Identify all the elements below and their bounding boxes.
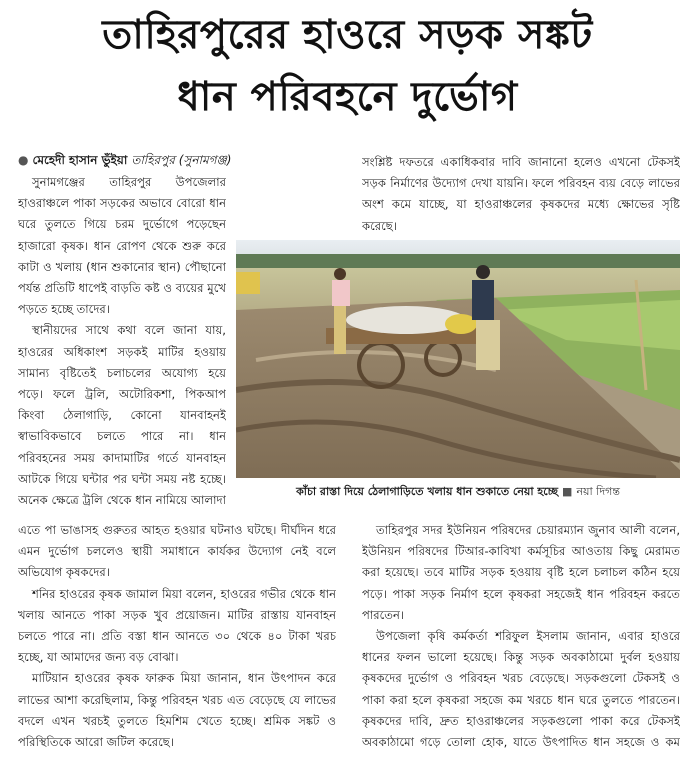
article-paragraph: এতে পা ভাঙাসহ গুরুতর আহত হওয়ার ঘটনাও ঘটছে। দীর্ঘদিন ধরে এমন দুর্ভোগ চললেও স্থায়ী সমাধানে কার্যকর উদ্যোগ নেই বলে অভিযোগ কৃষকদের। [18, 523, 336, 580]
article-column-right-bottom [362, 520, 680, 750]
article-column-left-bottom [18, 520, 336, 750]
article-paragraph: মাটিয়ান হাওরের কৃষক ফারুক মিয়া জানান, ধান উৎপাদন করে লাভের আশা করেছিলাম, কিন্তু পরিবহন খরচ এত বেড়েছে যে লাভের বদলে এখন খরচই তুলতে হিমশিম খেতে হচ্ছে। শ্রমিক সঙ্কট ও পরিস্থিতিকে আরো জটিল করেছে। [18, 671, 336, 750]
article-column-right-top [362, 152, 680, 242]
byline [18, 152, 231, 168]
dateline-location: তাহিরপুর (সুনামগঞ্জ) [131, 153, 232, 167]
photo-credit: নয়া দিগন্ত [576, 485, 620, 498]
photo-caption [236, 484, 680, 500]
caption-separator-icon: ■ [562, 485, 573, 498]
article-paragraph: সুনামগঞ্জের তাহিরপুর উপজেলার হাওরাঞ্চলে পাকা সড়কের অভাবে বোরো ধান ঘরে তুলতে গিয়ে চরম দুর্ভোগে পড়েছেন হাজারো কৃষক। ধান রোপণ থেকে শুরু করে কাটা ও খলায় (ধান শুকানোর স্থান) পৌছানো পর্যন্ত প্রতিটি ধাপেই বাড়তি কষ্ট ও ব্যয়ের মুখে পড়তে হচ্ছে তাদের। [18, 175, 226, 317]
caption-text: কাঁচা রাস্তা দিয়ে ঠেলাগাড়িতে খলায় ধান শুকাতে নেয়া হচ্ছে [296, 485, 559, 498]
bullet-icon: ● [18, 153, 29, 167]
article-paragraph: শনির হাওরের কৃষক জামাল মিয়া বলেন, হাওরের গভীর থেকে ধান খলায় আনতে পাকা সড়ক খুব প্রয়োজন। মাটির রাস্তায় যানবাহন চলতে পারে না। প্রতি বস্তা ধান আনতে ৩০ থেকে ৪০ টাকা খরচ হচ্ছে, যা আমাদের জন্য বড় বোঝা। [18, 586, 336, 665]
headline-line-1: তাহিরপুরের হাওরে সড়ক সঙ্কট [102, 12, 593, 58]
article-paragraph: সংশ্লিষ্ট দফতরে একাধিকবার দাবি জানানো হলেও এখনো টেকসই সড়ক নির্মাণের উদ্যোগ দেখা যায়নি। ফলে পরিবহন ব্যয় বেড়ে লাভের অংশ কমে যাচ্ছে, যা হাওরাঞ্চলের কৃষকদের মধ্যে ক্ষোভের সৃষ্টি করেছে। [362, 155, 680, 233]
news-photo [236, 240, 680, 478]
article-paragraph: স্থানীয়দের সাথে কথা বলে জানা যায়, হাওরের অধিকাংশ সড়কই মাটির হওয়ায় সামান্য বৃষ্টিতেই চলাচলের অযোগ্য হয়ে পড়ে। ফলে ট্রলি, অটোরিকশা, পিকআপ কিংবা ঠেলাগাড়ি, কোনো যানবাহনই স্বাভাবিকভাবে চলতে পারে না। ধান পরিবহনের সময় কাদামাটির গর্তে যানবাহন আটকে গিয়ে ঘন্টার পর ঘন্টা সময় নষ্ট হচ্ছে। অনেক ক্ষেত্রে ট্রলি থেকে ধান নামিয়ে আলাদা [18, 323, 226, 508]
article-paragraph: উপজেলা কৃষি কর্মকর্তা শরিফুল ইসলাম জানান, এবার হাওরে ধানের ফলন ভালো হয়েছে। কিন্তু সড়ক অবকাঠামো দুর্বল হওয়ায় কৃষকদের দুর্ভোগ ও পরিবহন খরচ বেড়েছে। সড়কগুলো টেকসই ও পাকা করা হলে কৃষকরা সহজে কম খরচে ধান ঘরে তুলতে পারতেন। কৃষকদের দাবি, দ্রুত হাওরাঞ্চলের সড়কগুলো পাকা করে টেকসই অবকাঠামো গড়ে তোলা হোক, যাতে উৎপাদিত ধান সহজে ও কম [362, 629, 680, 750]
article-paragraph: তাহিরপুর সদর ইউনিয়ন পরিষদের চেয়ারম্যান জুনাব আলী বলেন, ইউনিয়ন পরিষদের টিআর-কাবিখা কর্মসূচির আওতায় কিছু মেরামত করা হয়েছে। তবে মাটির সড়ক হওয়ায় বৃষ্টি হলে চলাচল কঠিন হয়ে পড়ে। পাকা সড়ক নির্মাণ হলে কৃষকরা সহজেই ধান পরিবহন করতে পারতেন। [362, 523, 680, 622]
headline-line-2: ধান পরিবহনে দুর্ভোগ [177, 74, 518, 120]
article-column-left-top [18, 172, 226, 512]
author-name: মেহেদী হাসান ভুঁইয়া [32, 153, 128, 167]
photo-farmers-pushing-cart [236, 240, 680, 478]
